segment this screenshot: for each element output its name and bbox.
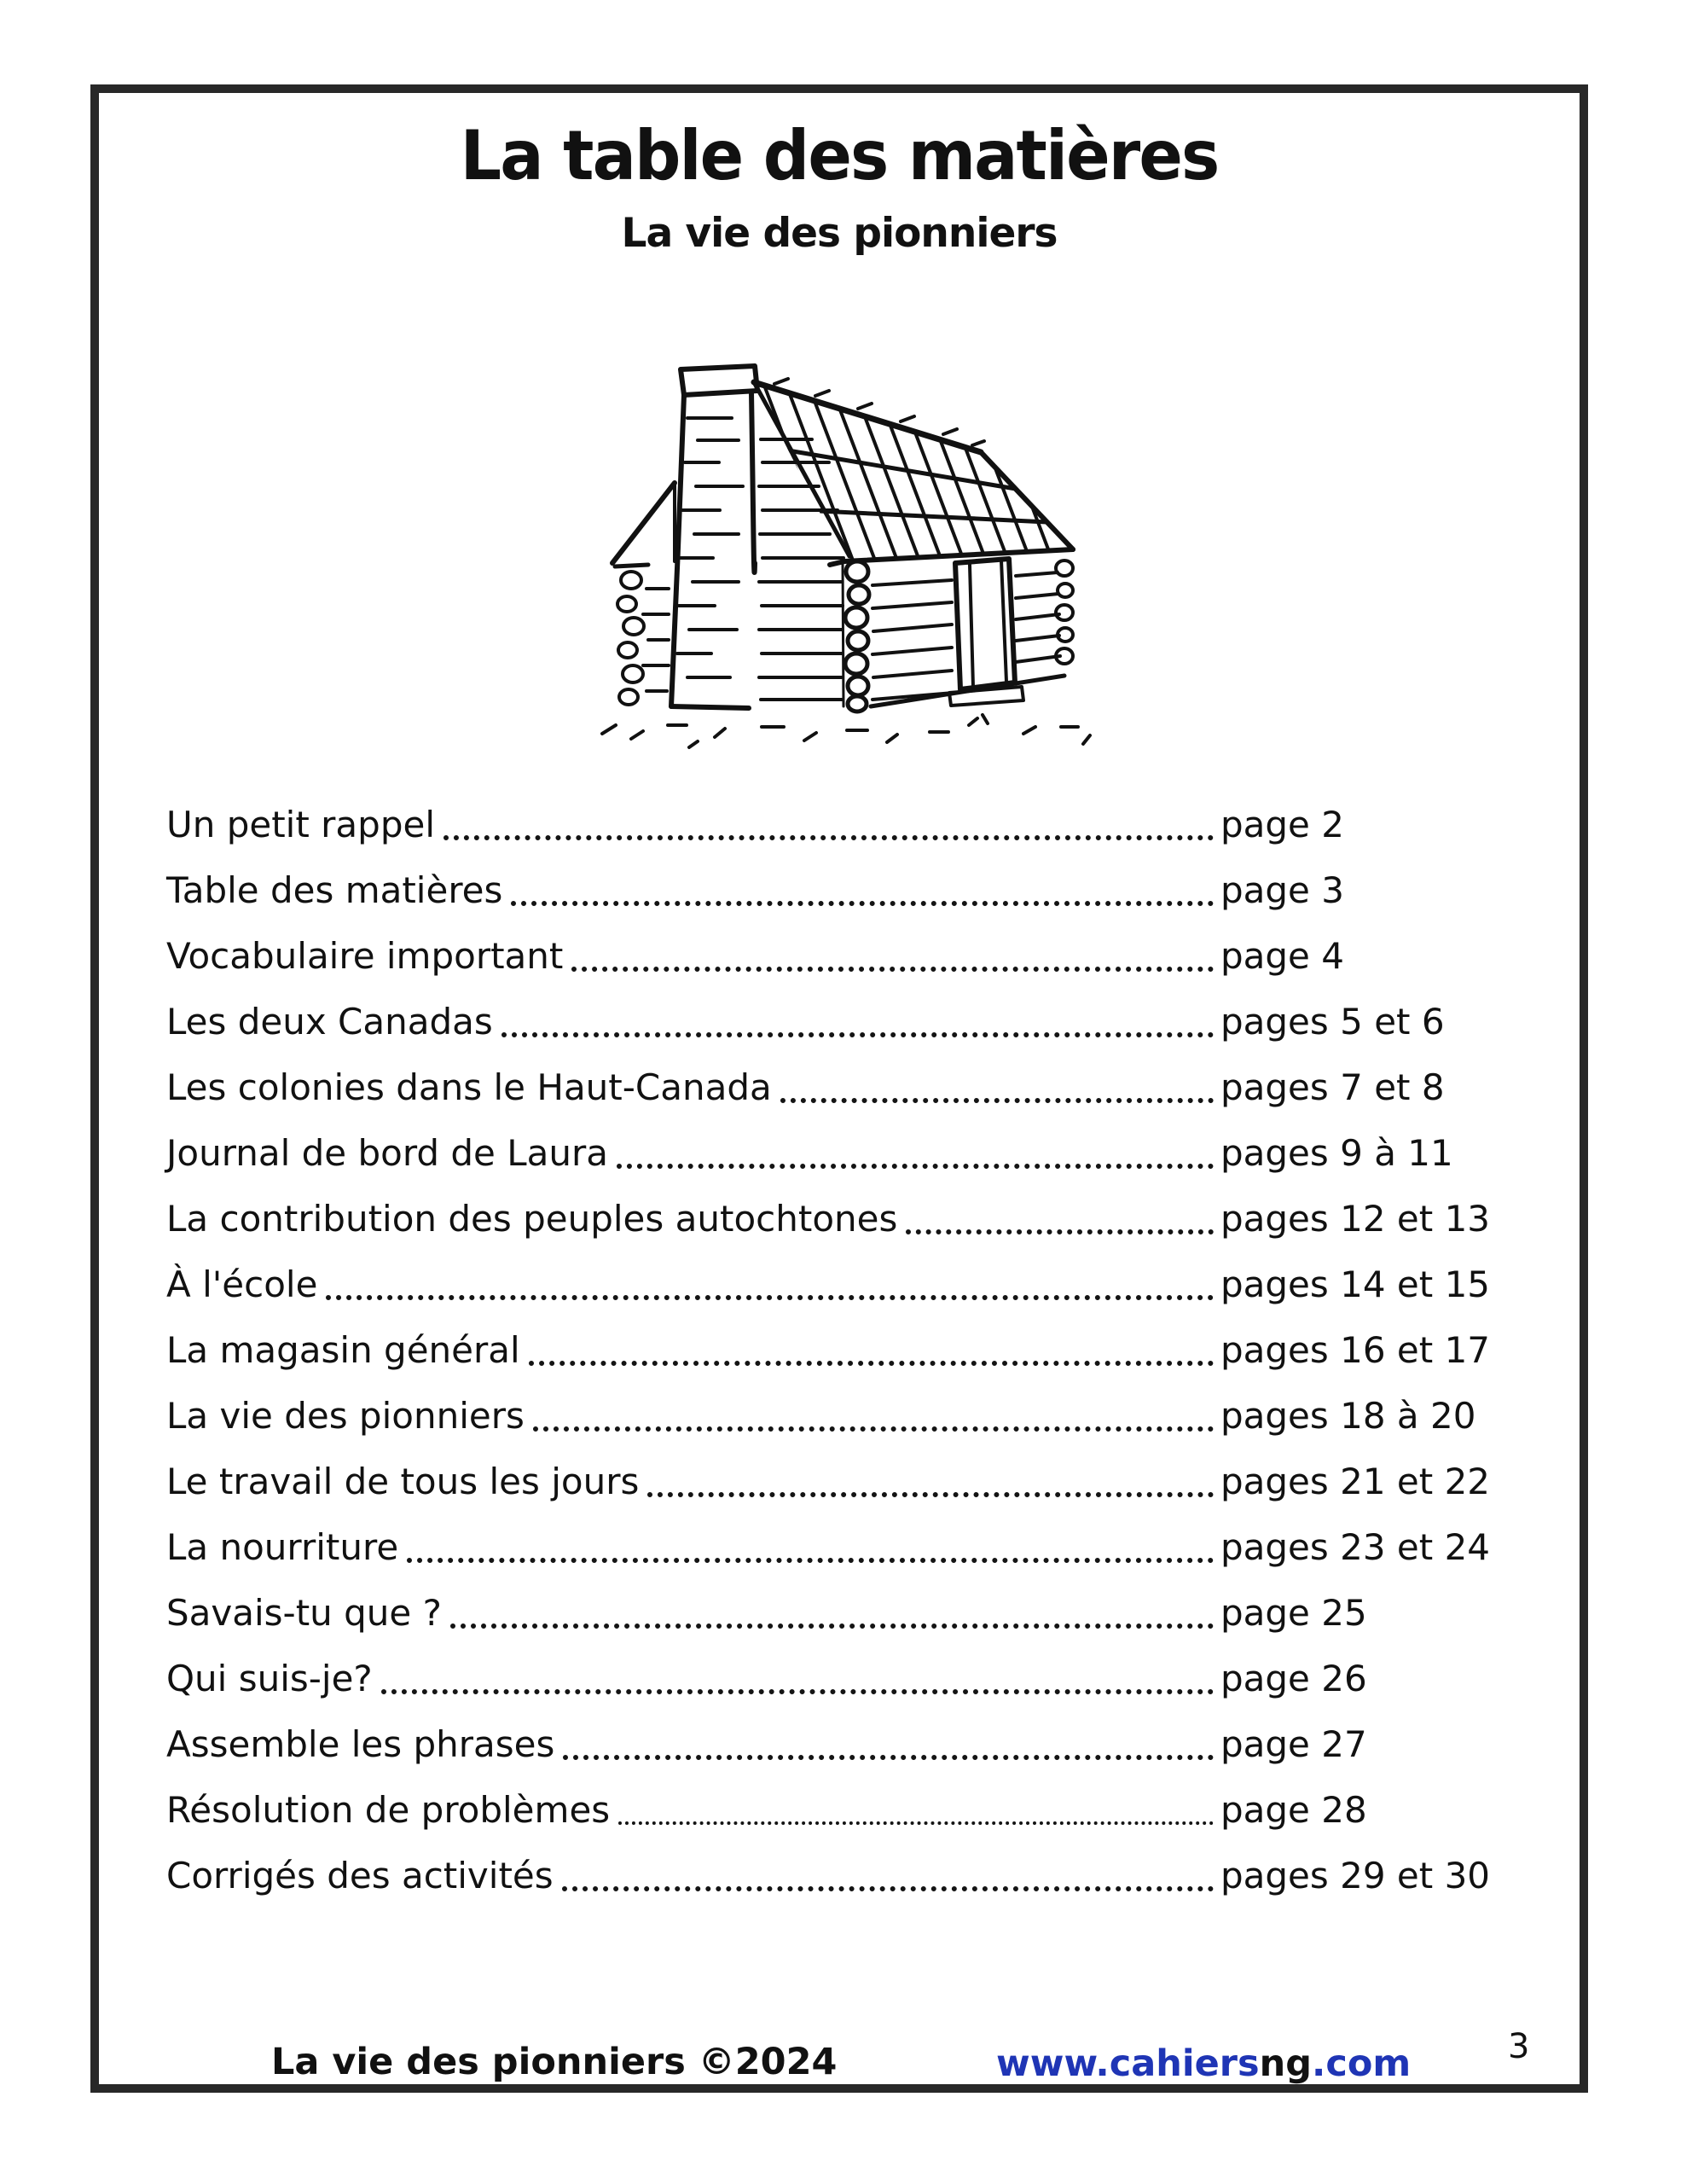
toc-entry-page: page 3 [1220,869,1344,911]
toc-entry-label: À l'école [166,1263,318,1305]
toc-entry-page: pages 29 et 30 [1220,1855,1491,1896]
dot-leader [647,1492,1214,1497]
toc-entry-label: Journal de bord de Laura [166,1132,608,1174]
toc-entry-page: pages 5 et 6 [1220,1001,1445,1043]
toc-entry-label: La contribution des peuples autochtones [166,1198,898,1240]
toc-row [166,989,1485,1054]
toc-row [166,1711,1485,1777]
toc-entry-label: La vie des pionniers [166,1395,525,1437]
toc-row [166,1843,1491,1908]
toc-entry-label: Corrigés des activités [166,1855,554,1896]
toc-entry-label: La nourriture [166,1526,399,1568]
toc-row [166,1252,1491,1317]
toc-row [166,1054,1485,1120]
toc-entry-page: pages 9 à 11 [1220,1132,1453,1174]
dot-leader [529,1361,1214,1366]
grass [602,715,1090,747]
dot-leader [407,1558,1214,1563]
toc-entry-page: pages 16 et 17 [1220,1329,1491,1371]
url-part-blue2: .com [1312,2042,1412,2085]
toc-entry-label: Résolution de problèmes [166,1789,611,1831]
toc-entry-label: Qui suis-je? [166,1658,373,1699]
dot-leader [450,1623,1214,1629]
stone-base [617,572,669,705]
footer-website-link[interactable] [996,2042,1411,2085]
toc-entry-label: Savais-tu que ? [166,1592,442,1634]
toc-entry-label: La magasin général [166,1329,520,1371]
toc-row [166,792,1485,857]
toc-entry-page: page 26 [1220,1658,1367,1699]
dot-leader [562,1886,1214,1891]
dot-leader [511,901,1214,906]
gable-wall [759,439,844,706]
url-part-blue: www.cahiers [996,2042,1260,2085]
toc-row [166,1449,1491,1514]
toc-row [166,1646,1485,1711]
dot-leader [501,1032,1214,1037]
toc-entry-page: pages 18 à 20 [1220,1395,1476,1437]
toc-entry-label: Table des matières [166,869,503,911]
toc-entry-page: pages 23 et 24 [1220,1526,1491,1568]
dot-leader [617,1164,1214,1169]
toc-entry-page: page 4 [1220,935,1344,977]
url-part-black: ng [1259,2042,1312,2085]
table-of-contents [166,792,1491,1908]
dot-leader [780,1098,1214,1103]
toc-entry-page: pages 7 et 8 [1220,1066,1445,1108]
toc-entry-label: Les colonies dans le Haut-Canada [166,1066,772,1108]
toc-entry-label: Vocabulaire important [166,935,564,977]
toc-row [166,1580,1485,1646]
dot-leader [381,1689,1214,1694]
toc-entry-page: page 27 [1220,1723,1367,1765]
toc-entry-label: Un petit rappel [166,804,435,845]
toc-row [166,923,1485,989]
dot-leader [563,1755,1214,1760]
corner-logs [845,561,869,712]
lean-to [612,483,675,566]
toc-entry-page: page 28 [1220,1789,1367,1831]
toc-entry-page: pages 21 et 22 [1220,1461,1491,1502]
toc-row [166,1777,1485,1843]
toc-entry-label: Le travail de tous les jours [166,1461,640,1502]
dot-leader [326,1295,1214,1300]
toc-row [166,1120,1485,1186]
toc-row [166,1186,1491,1252]
toc-entry-page: page 2 [1220,804,1344,845]
dot-leader [571,967,1214,972]
chimney-stones [677,418,743,677]
toc-entry-label: Les deux Canadas [166,1001,493,1043]
toc-row [166,1514,1491,1580]
toc-row [166,857,1485,923]
dot-leader [618,1821,1214,1825]
dot-leader [533,1426,1214,1432]
toc-row [166,1383,1485,1449]
page-title: La table des matières [460,116,1219,195]
dot-leader [443,835,1214,840]
log-cabin-illustration [587,358,1100,756]
dot-leader [906,1229,1214,1234]
footer-copyright: La vie des pionniers ©2024 [271,2041,838,2083]
toc-entry-label: Assemble les phrases [166,1723,555,1765]
toc-entry-page: pages 14 et 15 [1220,1263,1491,1305]
toc-entry-page: pages 12 et 13 [1220,1198,1491,1240]
page-number: 3 [1508,2027,1530,2066]
page-subtitle: La vie des pionniers [621,210,1058,257]
toc-row [166,1317,1491,1383]
cabin-door [949,559,1023,706]
toc-entry-page: page 25 [1220,1592,1367,1634]
